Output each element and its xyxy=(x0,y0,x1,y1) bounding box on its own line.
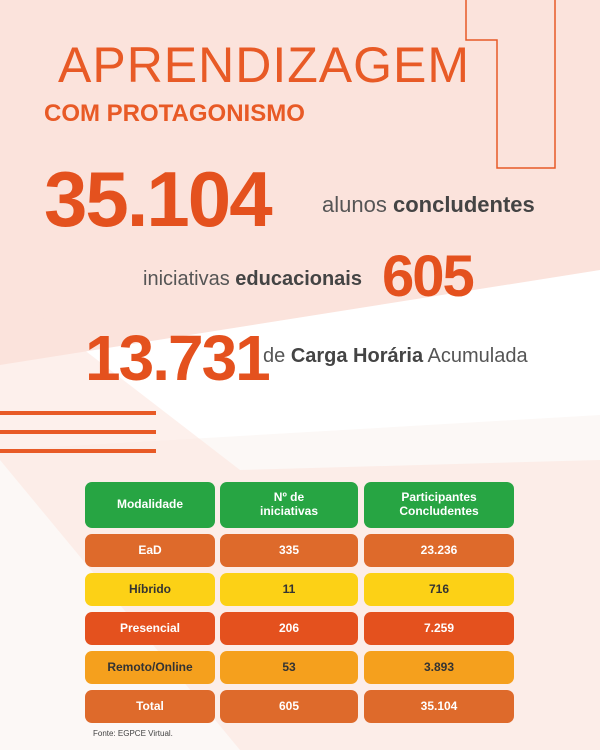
decor-stripe xyxy=(0,411,156,415)
table-cell-iniciativas: 11 xyxy=(220,573,358,606)
big-one-outline xyxy=(466,0,555,168)
table-cell-modalidade: Remoto/Online xyxy=(85,651,215,684)
decor-stripe xyxy=(0,430,156,434)
source-note: Fonte: EGPCE Virtual. xyxy=(93,729,173,738)
table-cell-participantes: 23.236 xyxy=(364,534,514,567)
table-cell-modalidade: Total xyxy=(85,690,215,723)
initiatives-label xyxy=(143,268,362,291)
table-header-label: Nº de iniciativas xyxy=(259,490,319,518)
table-cell-iniciativas: 335 xyxy=(220,534,358,567)
page-subtitle: COM PROTAGONISMO xyxy=(44,100,305,127)
table-header-label: Participantes Concludentes xyxy=(399,490,479,518)
table-cell-iniciativas: 605 xyxy=(220,690,358,723)
initiatives-label-normal: iniciativas xyxy=(143,268,230,290)
hours-count: 13.731 xyxy=(85,322,269,394)
table-cell-modalidade: Presencial xyxy=(85,612,215,645)
table-cell-participantes: 716 xyxy=(364,573,514,606)
table-cell-participantes: 3.893 xyxy=(364,651,514,684)
hours-label xyxy=(263,345,528,368)
table-cell-iniciativas: 206 xyxy=(220,612,358,645)
hours-label-pre: de xyxy=(263,345,286,367)
table-header-modalidade xyxy=(85,482,215,528)
students-count: 35.104 xyxy=(44,155,271,243)
table-cell-iniciativas: 53 xyxy=(220,651,358,684)
table-cell-modalidade: Híbrido xyxy=(85,573,215,606)
table-cell-modalidade: EaD xyxy=(85,534,215,567)
hours-label-post: Acumulada xyxy=(427,345,528,367)
table-header-participantes xyxy=(364,482,514,528)
initiatives-count: 605 xyxy=(382,244,473,309)
students-label-bold: concludentes xyxy=(392,192,535,217)
table-header-iniciativas xyxy=(220,482,358,528)
table-cell-participantes: 35.104 xyxy=(364,690,514,723)
students-label xyxy=(322,192,535,218)
page-title: APRENDIZAGEM xyxy=(58,37,471,93)
initiatives-label-bold: educacionais xyxy=(235,268,362,290)
hours-label-bold: Carga Horária xyxy=(290,345,424,367)
decor-stripe xyxy=(0,449,156,453)
students-label-normal: alunos xyxy=(322,192,387,217)
table-cell-participantes: 7.259 xyxy=(364,612,514,645)
table-header-label: Modalidade xyxy=(116,497,183,512)
